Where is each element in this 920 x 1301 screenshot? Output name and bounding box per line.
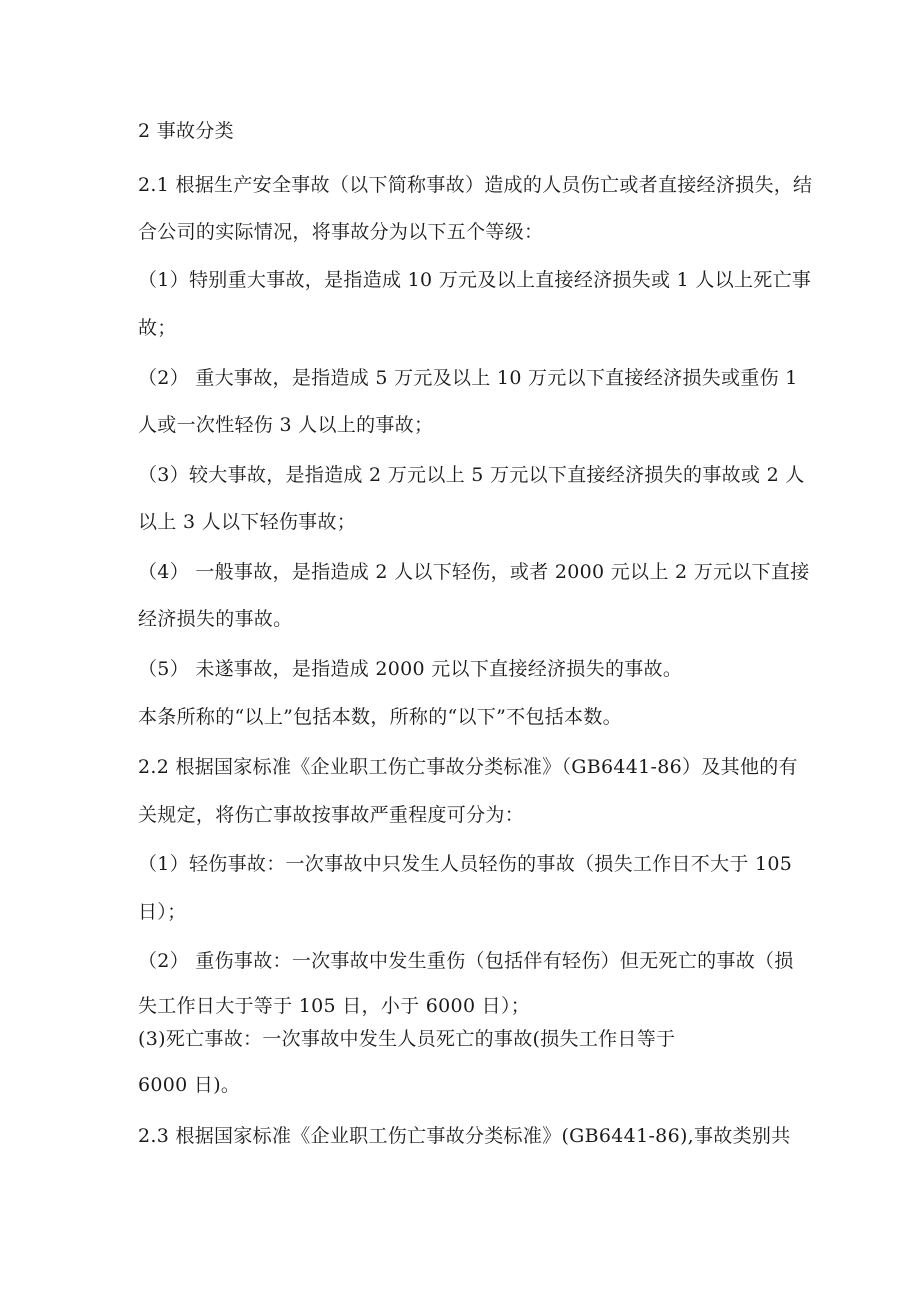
paragraph-line: （1）轻伤事故：一次事故中只发生人员轻伤的事故（损失工作日不大于 105 xyxy=(138,853,793,875)
paragraph-line: 日）； xyxy=(138,901,187,923)
paragraph-line: （1）特别重大事故，是指造成 10 万元及以上直接经济损失或 1 人以上死亡事 xyxy=(138,269,812,291)
paragraph-line: （4） 一般事故，是指造成 2 人以下轻伤，或者 2000 元以上 2 万元以下直接 xyxy=(138,561,810,583)
paragraph-line: 2.1 根据生产安全事故（以下简称事故）造成的人员伤亡或者直接经济损失，结 xyxy=(138,174,813,196)
paragraph-line: 失工作日大于等于 105 日，小于 6000 日）； xyxy=(138,995,531,1017)
paragraph-line: （2） 重大事故，是指造成 5 万元及以上 10 万元以下直接经济损失或重伤 1 xyxy=(138,367,798,389)
paragraph-line: （2） 重伤事故：一次事故中发生重伤（包括伴有轻伤）但无死亡的事故（损 xyxy=(138,950,794,972)
paragraph-line: 6000 日)。 xyxy=(138,1074,241,1096)
paragraph-line: 本条所称的“以上”包括本数，所称的“以下”不包括本数。 xyxy=(138,706,622,728)
paragraph-line: 人或一次性轻伤 3 人以上的事故； xyxy=(138,414,434,436)
paragraph-line: 2.3 根据国家标准《企业职工伤亡事故分类标准》(GB6441-86),事故类别共 xyxy=(138,1125,791,1147)
paragraph-line: （3）较大事故，是指造成 2 万元以上 5 万元以下直接经济损失的事故或 2 人 xyxy=(138,464,805,486)
paragraph-line: 经济损失的事故。 xyxy=(138,608,293,630)
paragraph-line: 故； xyxy=(138,317,177,339)
paragraph-line: 以上 3 人以下轻伤事故； xyxy=(138,511,357,533)
paragraph-line: 合公司的实际情况，将事故分为以下五个等级： xyxy=(138,221,544,243)
section-heading: 2 事故分类 xyxy=(138,120,234,142)
paragraph-line: （5） 未遂事故，是指造成 2000 元以下直接经济损失的事故。 xyxy=(138,658,683,680)
paragraph-line: (3)死亡事故：一次事故中发生人员死亡的事故(损失工作日等于 xyxy=(138,1028,676,1050)
paragraph-line: 2.2 根据国家标准《企业职工伤亡事故分类标准》（GB6441-86）及其他的有 xyxy=(138,756,798,778)
paragraph-line: 关规定，将伤亡事故按事故严重程度可分为： xyxy=(138,804,525,826)
